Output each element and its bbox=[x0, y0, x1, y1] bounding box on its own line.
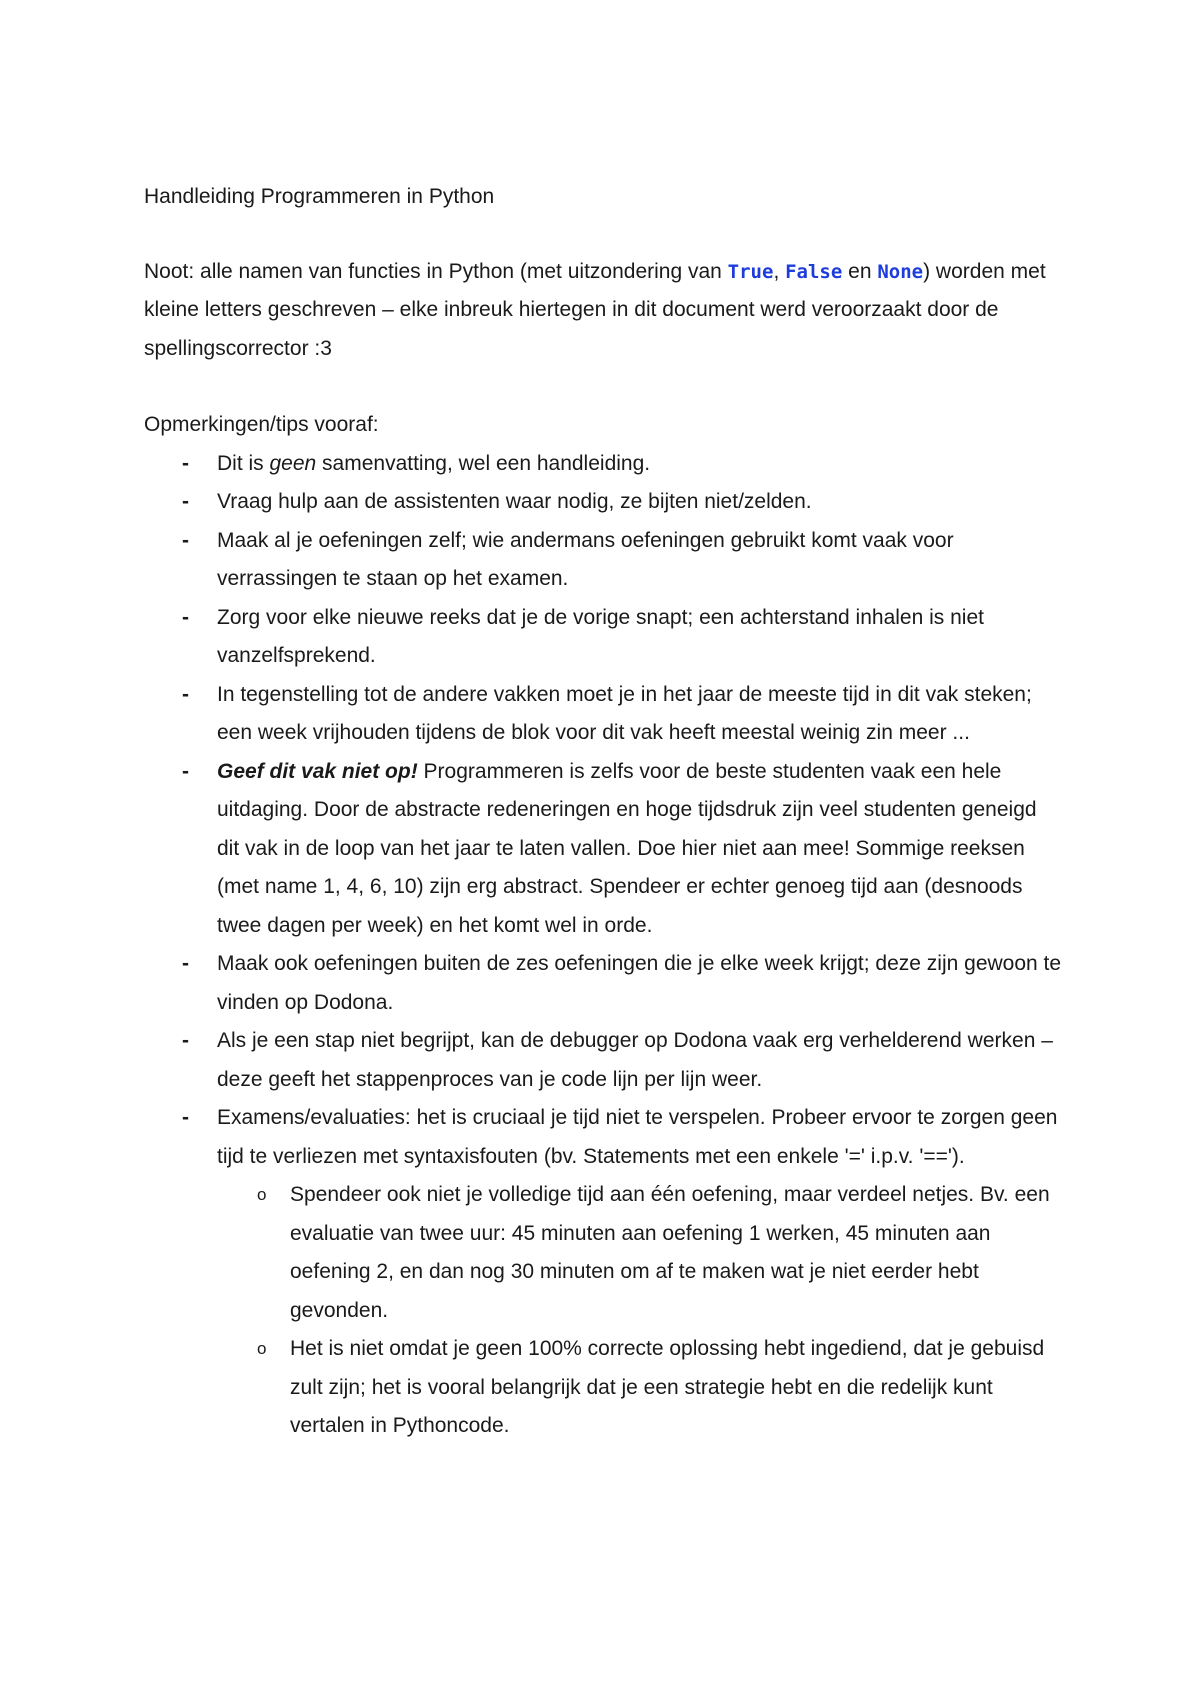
list-item bbox=[144, 753, 1064, 946]
sub-list bbox=[217, 1176, 1064, 1446]
sub-list-item bbox=[217, 1330, 1064, 1446]
keyword-false: False bbox=[785, 260, 843, 283]
sub-list-item bbox=[217, 1176, 1064, 1330]
list-item-text: Als je een stap niet begrijpt, kan de debugger op Dodona vaak erg verhelderend werken – deze geeft het stappenproces van je code lijn per lijn weer. bbox=[217, 1029, 1053, 1091]
emphasis-text: geen bbox=[269, 451, 317, 475]
list-item-text: Zorg voor elke nieuwe reeks dat je de vorige snapt; een achterstand inhalen is niet vanzelfsprekend. bbox=[217, 605, 984, 667]
tips-list bbox=[144, 445, 1064, 1446]
list-item-text: Programmeren is zelfs voor de beste studenten vaak een hele uitdaging. Door de abstracte redeneringen en hoge tijdsdruk zijn veel studenten geneigd dit vak in de loop van het jaar te laten vallen. Doe hier niet aan mee! Sommige reeksen (met name 1, 4, 6, 10) zijn erg abstract. Spendeer er echter genoeg tijd aan (desnoods twee dagen per week) en het komt wel in orde. bbox=[217, 759, 1037, 937]
circle-bullet-icon: o bbox=[257, 1185, 267, 1204]
dash-bullet-icon: - bbox=[182, 682, 189, 706]
strong-emphasis-text: Geef dit vak niet op! bbox=[217, 759, 418, 783]
list-item bbox=[144, 445, 1064, 484]
list-item bbox=[144, 599, 1064, 676]
list-item bbox=[144, 1099, 1064, 1446]
note-paragraph bbox=[144, 253, 1064, 369]
list-item bbox=[144, 1022, 1064, 1099]
keyword-none: None bbox=[877, 260, 924, 283]
dash-bullet-icon: - bbox=[182, 451, 189, 475]
dash-bullet-icon: - bbox=[182, 952, 189, 975]
list-item-text: In tegenstelling tot de andere vakken moet je in het jaar de meeste tijd in dit vak steken; een week vrijhouden tijdens de blok voor dit vak heeft meestal weinig zin meer ... bbox=[217, 682, 1032, 744]
note-text-after: ) worden met kleine letters geschreven – elke inbreuk hiertegen in dit document werd veroorzaakt door de spellingscorrector :3 bbox=[144, 259, 1046, 360]
document-title: Handleiding Programmeren in Python bbox=[144, 185, 495, 208]
circle-bullet-icon: o bbox=[257, 1339, 267, 1358]
sub-list-item-text: Het is niet omdat je geen 100% correcte oplossing hebt ingediend, dat je gebuisd zult zijn; het is vooral belangrijk dat je een strategie hebt en die redelijk kunt vertalen in Pythoncode. bbox=[290, 1337, 1045, 1437]
document-page bbox=[144, 178, 1064, 1446]
list-item-text: Maak ook oefeningen buiten de zes oefeningen die je elke week krijgt; deze zijn gewoon te vinden op Dodona. bbox=[217, 952, 1062, 1014]
dash-bullet-icon: - bbox=[182, 1106, 189, 1129]
list-item-text: Examens/evaluaties: het is cruciaal je tijd niet te verspelen. Probeer ervoor te zorgen geen tijd te verliezen met syntaxisfouten (bv. Statements met een enkele '=' i.p.v. '=='). bbox=[217, 1106, 1058, 1168]
list-item bbox=[144, 945, 1064, 1022]
keyword-true: True bbox=[727, 260, 774, 283]
tips-heading: Opmerkingen/tips vooraf: bbox=[144, 413, 379, 436]
sub-list-item-text: Spendeer ook niet je volledige tijd aan één oefening, maar verdeel netjes. Bv. een evaluatie van twee uur: 45 minuten aan oefening 1 werken, 45 minuten aan oefening 2, en dan nog 30 minuten om af te maken wat je niet eerder hebt gevonden. bbox=[290, 1183, 1050, 1322]
dash-bullet-icon: - bbox=[182, 1029, 189, 1052]
list-item bbox=[144, 522, 1064, 599]
dash-bullet-icon: - bbox=[182, 605, 189, 629]
dash-bullet-icon: - bbox=[182, 490, 189, 513]
note-separator: , bbox=[773, 259, 786, 283]
list-item bbox=[144, 676, 1064, 753]
note-separator: en bbox=[842, 259, 878, 283]
dash-bullet-icon: - bbox=[182, 528, 189, 552]
list-item bbox=[144, 483, 1064, 522]
note-text-before: Noot: alle namen van functies in Python (met uitzondering van bbox=[144, 259, 728, 283]
list-item-text: Maak al je oefeningen zelf; wie andermans oefeningen gebruikt komt vaak voor verrassingen te staan op het examen. bbox=[217, 528, 954, 590]
list-item-text: samenvatting, wel een handleiding. bbox=[316, 451, 651, 475]
list-item-text: Dit is bbox=[217, 451, 270, 475]
dash-bullet-icon: - bbox=[182, 759, 189, 783]
list-item-text: Vraag hulp aan de assistenten waar nodig, ze bijten niet/zelden. bbox=[217, 490, 812, 513]
